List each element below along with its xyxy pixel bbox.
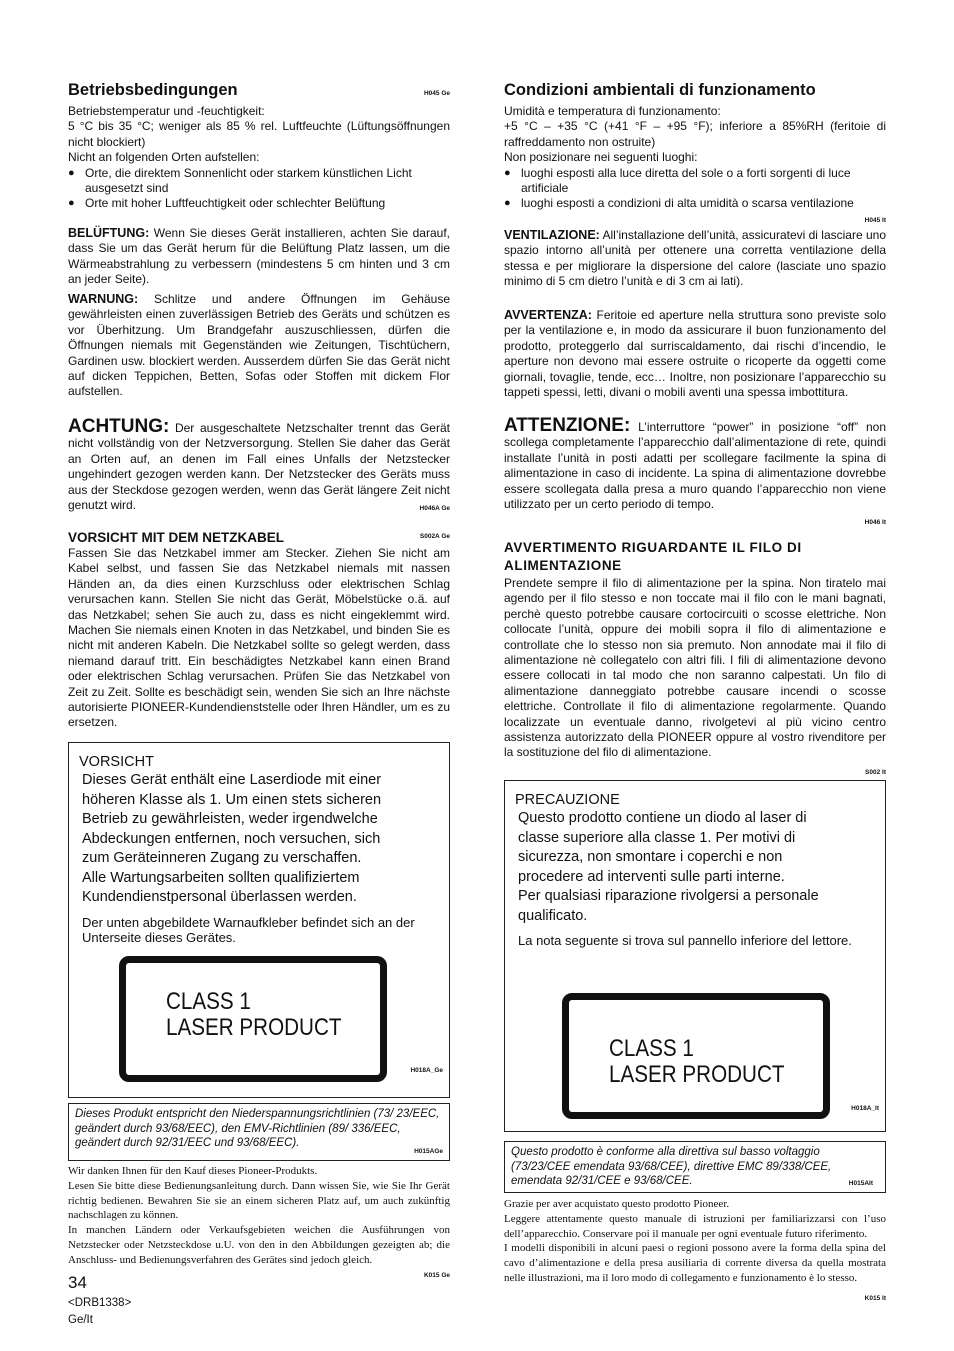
class1-laser-label xyxy=(562,993,830,1119)
paragraph-text: L’interruttore “power” in posizione “off” non scollega completamente l’apparecchio dall’alimentazione di rete, quindi installate l’unità in posti adatti per scollegare facilmente la spina di alimentazione in caso di incidente. La spina di alimentazione dovrebbe essere scollegata dalla presa a muro quando l’apparecchio non viene utilizzato per un certo periodo di tempo. xyxy=(504,420,886,512)
label-line: LASER PRODUCT xyxy=(609,1061,785,1088)
list-item: ● Orte, die direktem Sonnenlicht oder starkem künstlichen Licht ausgesetzt sind xyxy=(68,166,450,197)
language-code: Ge/It xyxy=(68,1314,93,1326)
box-line: Betrieb zu gewährleisten, weder irgendwelche xyxy=(82,811,378,827)
paragraph: Prendete sempre il filo di alimentazione per la spina. Non tiratelo mai agendo per il filo stesso e non toccate mai il filo con le mani bagnati, perchè questo potrebbe causare cortocircuiti o scosse elettriche. Non collocate l’unità, oppure dei mobili sopra il filo di alimentazione e controllate che lo stesso non sia premuto. Non annodate mai il filo di alimentazione nè collegatelo con altri fili. I fili di alimentazione devono essere collocati in tal modo che non saranno calpestati. Un filo di alimentazione danneggiato potrebbe causare incendi o scosse elettriche. Controllate il filo di alimentazione regolarmente. Quando localizzate un eventuale danno, rivolgetevi al più vicino centro assistenza autorizzato della PIONEER oppure al vostro rivenditore per la sostituzione del filo di alimentazione. xyxy=(504,576,886,760)
paragraph-text: Schlitze und andere Öffnungen im Gehäuse gewährleisten einen zuverlässigen Betrieb des Geräts und schützen es vor Überhitzung. Um Brandgefahr auszuschliessen, dürfen die Öffnungen niemals mit Gegenständen wie Zeitungen, Tischtüchern, Gardinen usw. blockiert werden. Ausserdem dürfen Sie das Gerät nicht auf dicken Teppichen, Betten, Sofas oder Stoffen mit dickem Flor aufstellen. xyxy=(68,292,450,399)
box-line: Alle Wartungsarbeiten sollten qualifiziertem xyxy=(82,869,360,886)
section-code: H018A_Ge xyxy=(410,1067,443,1074)
section-code: S002 It xyxy=(865,769,886,776)
section-code: H015AGe xyxy=(414,1148,443,1155)
paragraph: Wir danken Ihnen für den Kauf dieses Pioneer-Produkts. xyxy=(68,1165,318,1177)
label-line: LASER PRODUCT xyxy=(166,1014,342,1041)
ventilation-section xyxy=(68,226,450,288)
compliance-notice xyxy=(68,1103,450,1161)
class1-laser-label xyxy=(119,956,387,1082)
notice-text: Questo prodotto è conforme alla direttiva sul basso voltaggio (73/23/CEE emendata 93/68/CEE), direttive EMC 89/338/CEE, emendata 92/31/CEE e 93/68/CEE. xyxy=(511,1146,832,1188)
box-line: Dieses Gerät enthält eine Laserdiode mit einer xyxy=(82,772,382,788)
paragraph xyxy=(504,228,886,290)
paragraph xyxy=(68,417,450,513)
box-line: Abdeckungen entfernen, noch versuchen, sich xyxy=(82,830,381,847)
box-title: PRECAUZIONE xyxy=(515,792,620,808)
bullet-list xyxy=(504,166,886,212)
paragraph: Fassen Sie das Netzkabel immer am Stecker. Ziehen Sie nicht am Kabel selbst, und fassen Sie das Netzkabel niemals mit nassen Händen an, da dies einen Kurzschluss oder elektrischen Schlag verursachen kann. Stellen Sie nicht das Gerät, Möbelstücke o.ä. auf das Netzkabel; sehen Sie auch zu, dass es nicht eingeklemmt wird. Machen Sie niemals einen Knoten in das Netzkabel, und binden Sie es nicht mit anderen Kabeln. Die Netzkabel sollte so gelegt werden, dass niemand darauf tritt. Ein beschädigtes Netzkabel kann einen Brand oder elektrischen Schlag verursachen. Prüfen Sie das Netzkabel von Zeit zu Zeit. Sollte es beschädigt sein, wenden Sie sich an Ihre nächste autorisierte PIONEER-Kundendienststelle oder Ihren Händler, um es zu ersetzen. xyxy=(68,546,450,730)
list-item: ● Orte mit hoher Luftfeuchtigkeit oder schlechter Belüftung xyxy=(68,196,450,211)
caution-section xyxy=(504,415,886,526)
box-line: Questo prodotto contiene un diodo al laser di xyxy=(518,810,807,826)
section-code: K015 It xyxy=(864,1295,886,1302)
paragraph: +5 °C – +35 °C (+41 °F – +95 °F); inferiore a 85%RH (feritoie di raffreddamento non ostruite) xyxy=(504,119,886,149)
label-line: CLASS 1 xyxy=(609,1035,694,1062)
box-line: zum Geräteinneren Zugang zu verschaffen. xyxy=(82,850,362,866)
page-number: 34 xyxy=(68,1273,87,1292)
list-item: ● luoghi esposti alla luce diretta del sole o a forti sorgenti di luce artificiale xyxy=(504,166,886,197)
paragraph: Umidità e temperatura di funzionamento: xyxy=(504,104,721,118)
notice-text: Dieses Produkt entspricht den Niederspannungsrichtlinien (73/ 23/EEC, geändert durch 93/68/EEC), den EMV-Richtlinien (89/ 336/EEC, geändert durch 92/31/EEC und 93/68/EEC). xyxy=(75,1108,440,1150)
box-line: qualificato. xyxy=(518,907,588,924)
section-code: H015AIt xyxy=(848,1180,873,1187)
power-cord-section xyxy=(504,539,886,776)
lead-label: ATTENZIONE: xyxy=(504,415,631,436)
label-line: CLASS 1 xyxy=(166,988,251,1015)
paragraph: 5 °C bis 35 °C; weniger als 85 % rel. Luftfeuchte (Lüftungsöffnungen nicht blockiert) xyxy=(68,119,450,149)
laser-caution-box xyxy=(68,742,450,1098)
bullet-list xyxy=(68,166,450,212)
section-code: H045 It xyxy=(864,217,886,224)
section-heading: AVVERTIMENTO RIGUARDANTE IL FILO DI ALIMENTAZIONE xyxy=(504,540,802,573)
paragraph: Betriebstemperatur und -feuchtigkeit: xyxy=(68,104,265,118)
thanks-section xyxy=(68,1164,450,1279)
paragraph: Non posizionare nei seguenti luoghi: xyxy=(504,150,698,165)
thanks-section xyxy=(504,1197,886,1302)
paragraph: I modelli disponibili in alcuni paesi o regioni possono avere la forma della spina del cavo d’alimentazione e della presa ausiliaria di corrente diversa da quella mostrata nelle illustrazioni, ma il loro modo di collegamento e funzionamento è lo stesso. xyxy=(504,1242,886,1284)
box-line: Kundendienstpersonal überlassen werden. xyxy=(82,889,357,905)
warning-section xyxy=(68,292,450,400)
section-code: H018A_It xyxy=(851,1105,879,1112)
section-code: S002A Ge xyxy=(419,533,450,540)
section-code: H046A Ge xyxy=(419,505,450,512)
list-item: ● luoghi esposti a condizioni di alta umidità o scarsa ventilazione xyxy=(504,196,886,211)
box-subtext: La nota seguente si trova sul pannello inferiore del lettore. xyxy=(518,933,852,948)
laser-caution-box xyxy=(504,780,886,1132)
lead-label: VENTILAZIONE: xyxy=(504,228,600,242)
lead-label: BELÜFTUNG: xyxy=(68,226,150,240)
paragraph xyxy=(68,226,450,288)
paragraph xyxy=(504,308,886,400)
box-subtext: Der unten abgebildete Warnaufkleber befindet sich an der Unterseite dieses Gerätes. xyxy=(82,914,415,945)
page-footer xyxy=(68,1273,131,1328)
paragraph: Lesen Sie bitte diese Bedienungsanleitung durch. Dann wissen Sie, wie Sie Ihr Gerät richtig bedienen. Bewahren Sie sie an einem sicheren Platz auf, um auch zukünftig nachschlagen zu können. xyxy=(68,1179,450,1222)
paragraph xyxy=(504,416,886,512)
box-title: VORSICHT xyxy=(79,754,154,770)
section-code: K015 Ge xyxy=(423,1272,450,1279)
paragraph-text: Der ausgeschaltete Netzschalter trennt das Gerät nicht vollständig von der Netzversorgung. Stellen Sie daher das Gerät an Orten auf, an denen im Fall eines Unfalls der Netzstecker ungehindert gezogen werden kann. Der Netzstecker des Geräts muss aus der Steckdose gezogen werden, wenn das Gerät längere Zeit nicht genutzt wird. xyxy=(68,421,450,513)
box-line: Per qualsiasi riparazione rivolgersi a personale xyxy=(518,888,819,904)
box-text xyxy=(82,771,441,908)
model-code: <DRB1338> xyxy=(68,1297,132,1309)
power-cord-section xyxy=(68,529,450,731)
box-line: höheren Klasse als 1. Um einen stets sicheren xyxy=(82,791,382,808)
compliance-notice xyxy=(504,1141,886,1193)
paragraph xyxy=(68,292,450,400)
paragraph: Nicht an folgenden Orten aufstellen: xyxy=(68,150,260,165)
caution-section xyxy=(68,417,450,513)
section-heading: VORSICHT MIT DEM NETZKABEL xyxy=(68,530,284,545)
section-code: H045 Ge xyxy=(423,90,450,97)
ventilation-section xyxy=(504,228,886,290)
section-heading: Betriebsbedingungen xyxy=(68,81,238,99)
lead-label: ACHTUNG: xyxy=(68,416,170,437)
paragraph-text: Wenn Sie dieses Gerät installieren, achten Sie darauf, dass Sie um das Gerät herum für die Belüftung Platz lassen, um die Wärmeabstrahlung zu verbessern (mindestens 5 cm hinten und 3 cm an jeder Seite). xyxy=(68,226,450,287)
operating-conditions-section xyxy=(68,80,450,212)
paragraph: In manchen Ländern oder Verkaufsgebieten weichen die Ausführungen von Netzstecker oder Netzsteckdose u.U. von den in den Abbildungen gezeigten ab; die Anschluss- und Bedienungsverfahren des Gerätes sind jedoch gleich. xyxy=(68,1224,450,1266)
box-line: sicurezza, non smontare i coperchi e non xyxy=(518,849,783,865)
section-heading: Condizioni ambientali di funzionamento xyxy=(504,81,816,99)
paragraph: Grazie per aver acquistato questo prodotto Pioneer. xyxy=(504,1198,730,1210)
operating-conditions-section xyxy=(504,80,886,224)
box-line: classe superiore alla classe 1. Per motivi di xyxy=(518,829,796,846)
lead-label: WARNUNG: xyxy=(68,292,139,306)
box-line: procedere ad interventi sulle parti interne. xyxy=(518,868,785,885)
paragraph-text: All’installazione dell’unità, assicuratevi di lasciare uno spazio intorno all’unità per ottenere una corretta ventilazione della stessa e per migliorare la dispersione del calore (lasciate uno spazio minimo di 5 cm dietro l’unità e di 3 cm ai lati). xyxy=(504,228,886,289)
warning-section xyxy=(504,308,886,400)
box-text xyxy=(518,809,877,926)
paragraph: Leggere attentamente questo manuale di istruzioni per familiarizzarsi con l’uso dell’apparecchio. Conservare poi il manuale per ogni eventuale futuro riferimento. xyxy=(504,1212,886,1240)
paragraph-text: Feritoie ed aperture nella struttura sono previste solo per la ventilazione e, in modo da assicurare il buon funzionamento del prodotto, proteggerlo dal surriscaldamento, dai rischi d’incendio, le aperture non devono mai essere ostruite o ricoperte da oggetti come giornali, tovaglie, tende, ecc… Inoltre, non posizionare l’apparecchio su tappeti spessi, letti, divani o mobili aventi una spessa imbottitura. xyxy=(504,308,886,400)
lead-label: AVVERTENZA: xyxy=(504,308,592,322)
section-code: H046 It xyxy=(864,519,886,526)
